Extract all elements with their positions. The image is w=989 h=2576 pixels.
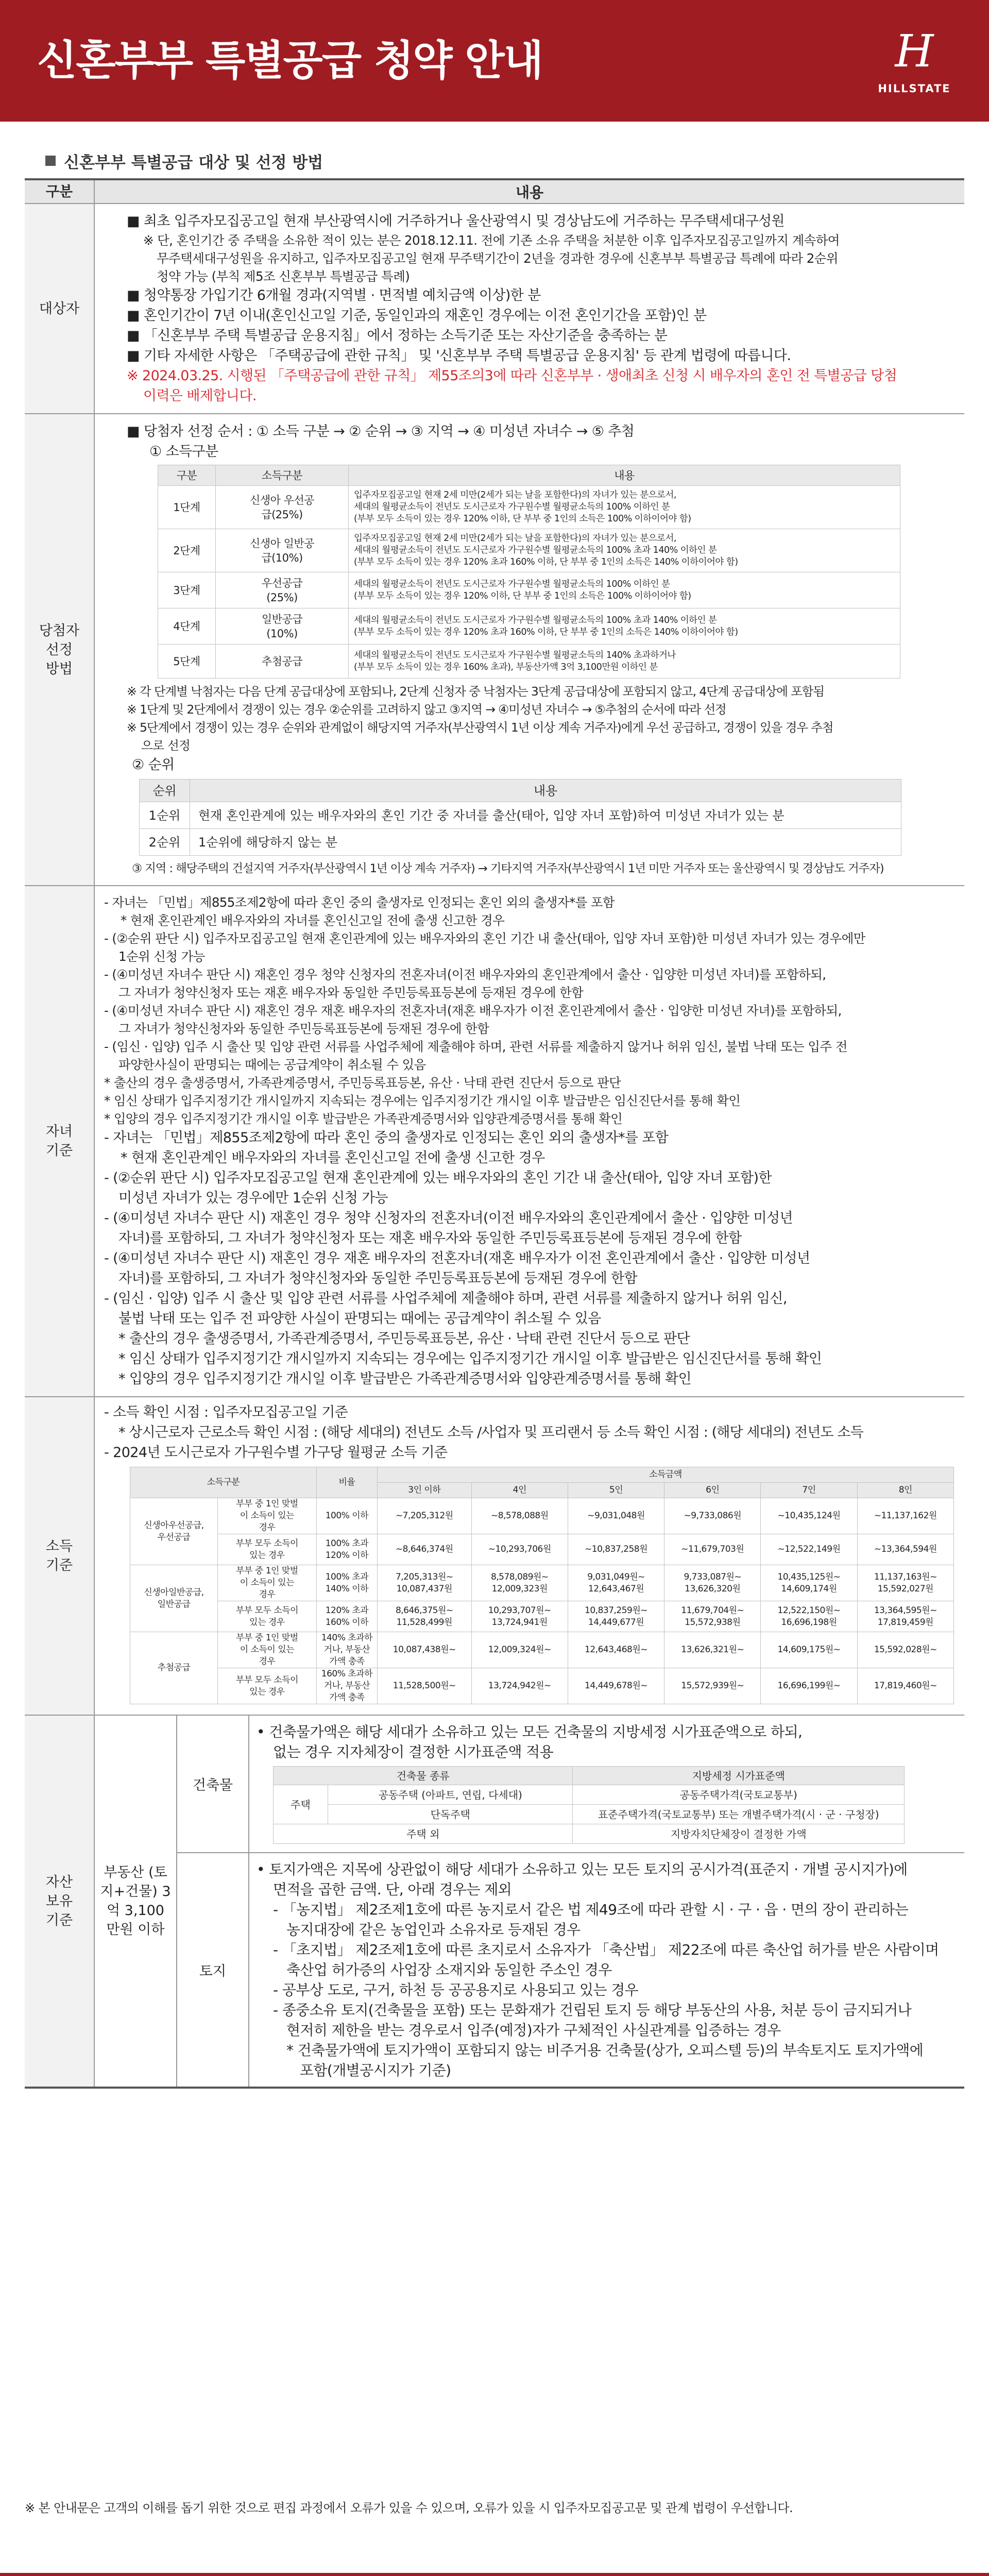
value-cell: 15,572,939원~ bbox=[664, 1668, 761, 1704]
children-line: - (②순위 판단 시) 입주자모집공고일 현재 혼인관계에 있는 배우자와의 혼인 기간 내 출산(태아, 입양 자녀 포함)한 bbox=[104, 1170, 772, 1186]
land-content bbox=[249, 1853, 964, 2087]
land-block bbox=[177, 1853, 964, 2087]
children-line: * 입양의 경우 입주지정기간 개시일 이후 발급받은 가족관계증명서와 입양관계증명서를 통해 확인 bbox=[118, 1371, 692, 1387]
header-banner bbox=[0, 0, 989, 122]
sub-cell: 부부 모두 소득이 있는 경우 bbox=[218, 1601, 317, 1632]
children-line: 그 자녀가 청약신청자 또는 재혼 배우자와 동일한 주민등록표등본에 등재된 경우에 한함 bbox=[118, 985, 584, 1000]
children-line: * 현재 혼인관계인 배우자와의 자녀를 혼인신고일 전에 출생 신고한 경우 bbox=[121, 1150, 545, 1166]
region-rule: ③ 지역 : 해당주택의 건설지역 거주자(부산광역시 1년 이상 계속 거주자) → 기타지역 거주자(부산광역시 1년 미만 거주자 또는 울산광역시 및 경상남도 거주자) bbox=[132, 862, 884, 875]
section-title: 신혼부부 특별공급 대상 및 선정 방법 bbox=[45, 149, 964, 172]
sub-cell: 부부 중 1인 맞벌이 소득이 있는 경우 bbox=[218, 1498, 317, 1534]
sub-cell: 부부 모두 소득이 있는 경우 bbox=[218, 1534, 317, 1565]
col-header: 내용 bbox=[349, 465, 900, 486]
land-line: - 「농지법」 제2조제1호에 따른 농지로서 같은 법 제49조에 따라 관할 시 · 구 · 읍 · 면의 장이 관리하는 bbox=[273, 1901, 909, 1918]
table-row bbox=[158, 486, 900, 529]
col-header: 5인 bbox=[568, 1483, 664, 1498]
realestate-limit: 부동산 (토지+건물) 3억 3,100 만원 이하 bbox=[95, 1716, 177, 2087]
ratio-cell: 140% 초과하거나, 부동산가액 충족 bbox=[316, 1632, 377, 1668]
value-cell: 14,609,175원~ bbox=[761, 1632, 857, 1668]
hillstate-logo bbox=[876, 27, 953, 95]
value-cell: ~10,837,258원 bbox=[568, 1534, 664, 1565]
children-label: 자녀 기준 bbox=[25, 886, 95, 1396]
eligibility-warning: ※ 2024.03.25. 시행된 「주택공급에 관한 규칙」 제55조의3에 따라 신혼부부 · 생애최초 신청 시 배우자의 혼인 전 특별공급 당첨 bbox=[127, 368, 897, 384]
table-row bbox=[274, 1805, 905, 1824]
value-cell: ~10,435,124원 bbox=[761, 1498, 857, 1534]
value-cell: 12,643,468원~ bbox=[568, 1632, 664, 1668]
children-line: * 임신 상태가 입주지정기간 개시일까지 지속되는 경우에는 입주지정기간 개시일 이후 발급받은 임신진단서를 통해 확인 bbox=[104, 1093, 741, 1108]
value-cell: ~8,578,088원 bbox=[471, 1498, 568, 1534]
col-header: 소득구분 bbox=[216, 465, 349, 486]
children-line: 미성년 자녀가 있는 경우에만 1순위 신청 가능 bbox=[118, 1190, 388, 1206]
value-cell: ~7,205,312원 bbox=[377, 1498, 471, 1534]
children-line: - (④미성년 자녀수 판단 시) 재혼인 경우 청약 신청자의 전혼자녀(이전 배우자와의 혼인관계에서 출산 · 입양한 미성년 자녀)를 포함하되, bbox=[104, 967, 826, 982]
value-cell: 13,364,595원~ 17,819,459원 bbox=[857, 1601, 953, 1632]
group-cell: 추첨공급 bbox=[130, 1632, 218, 1704]
children-line: * 출산의 경우 출생증명서, 가족관계증명서, 주민등록표등본, 유산 · 낙태 관련 진단서 등으로 판단 bbox=[118, 1331, 690, 1347]
income-tier-table bbox=[158, 465, 900, 679]
tier-cell: 4단계 bbox=[158, 608, 216, 645]
table-row bbox=[158, 572, 900, 608]
assets-row bbox=[25, 1716, 964, 2089]
col-header: 6인 bbox=[664, 1483, 761, 1498]
land-line: 면적을 곱한 금액. 단, 아래 경우는 제외 bbox=[273, 1881, 512, 1898]
eligibility-row bbox=[25, 204, 964, 414]
income-content bbox=[95, 1397, 964, 1715]
eligibility-line: ■ 혼인기간이 7년 이내(혼인신고일 기준, 동일인과의 재혼인 경우에는 이전 혼인기간을 포함)인 분 bbox=[127, 308, 707, 324]
building-line: • 건축물가액은 해당 세대가 소유하고 있는 모든 건축물의 지방세정 시가표준액으로 하되, bbox=[257, 1723, 803, 1740]
ratio-cell: 100% 이하 bbox=[316, 1498, 377, 1534]
table-row bbox=[140, 829, 901, 856]
children-line: - (④미성년 자녀수 판단 시) 재혼인 경우 청약 신청자의 전혼자녀(이전 배우자와의 혼인관계에서 출산 · 입양한 미성년 bbox=[104, 1210, 793, 1226]
children-content bbox=[95, 886, 964, 1396]
col-header: 구분 bbox=[158, 465, 216, 486]
col-header: 내용 bbox=[190, 779, 901, 802]
eligibility-line: ※ 단, 혼인기간 중 주택을 소유한 적이 있는 분은 2018.12.11. 전에 기존 소유 주택을 처분한 이후 입주자모집공고일까지 계속하여 bbox=[143, 233, 840, 248]
children-line: * 입양의 경우 입주지정기간 개시일 이후 발급받은 가족관계증명서와 입양관계증명서를 통해 확인 bbox=[104, 1111, 623, 1126]
type-cell: 추첨공급 bbox=[216, 645, 349, 679]
income-label: 소득 기준 bbox=[25, 1397, 95, 1715]
building-line: 없는 경우 지자체장이 결정한 시가표준액 적용 bbox=[273, 1743, 554, 1760]
std-cell: 지방자치단체장이 결정한 가액 bbox=[573, 1824, 905, 1844]
table-row bbox=[130, 1632, 954, 1668]
table-row bbox=[130, 1498, 954, 1534]
income-row bbox=[25, 1397, 964, 1716]
desc-cell: 세대의 월평균소득이 전년도 도시근로자 가구원수별 월평균소득의 100% 초과 140% 이하인 분 (부부 모두 소득이 있는 경우 120% 초과 160% 이하, 단 부부 중 1인의 소득은 140% 이하이어야 함) bbox=[349, 608, 900, 645]
tier-cell: 3단계 bbox=[158, 572, 216, 608]
type-cell: 우선공급 (25%) bbox=[216, 572, 349, 608]
value-cell: 12,522,150원~ 16,696,198원 bbox=[761, 1601, 857, 1632]
value-cell: 8,646,375원~ 11,528,499원 bbox=[377, 1601, 471, 1632]
value-cell: 10,435,125원~ 14,609,174원 bbox=[761, 1565, 857, 1601]
children-line: - (④미성년 자녀수 판단 시) 재혼인 경우 재혼 배우자의 전혼자녀(재혼 배우자가 이전 혼인관계에서 출산 · 입양한 미성년 자녀)를 포함하되, bbox=[104, 1003, 842, 1018]
selection-note: 으로 선정 bbox=[141, 738, 191, 753]
eligibility-line: ■ 최초 입주자모집공고일 현재 부산광역시에 거주하거나 울산광역시 및 경상남도에 거주하는 무주택세대구성원 bbox=[127, 213, 785, 229]
value-cell: ~10,293,706원 bbox=[471, 1534, 568, 1565]
col-header: 8인 bbox=[857, 1483, 953, 1498]
col-header: 지방세정 시가표준액 bbox=[573, 1767, 905, 1785]
type-cell: 단독주택 bbox=[328, 1805, 573, 1824]
children-row bbox=[25, 886, 964, 1397]
land-line: 포함(개별공시지가 기준) bbox=[300, 2062, 451, 2079]
tier-cell: 2단계 bbox=[158, 529, 216, 572]
selection-label: 당첨자 선정 방법 bbox=[25, 414, 95, 885]
rank-desc: 1순위에 해당하지 않는 분 bbox=[190, 829, 901, 856]
children-line: 자녀)를 포함하되, 그 자녀가 청약신청자 또는 재혼 배우자와 동일한 주민등록표등본에 등재된 경우에 한함 bbox=[118, 1230, 742, 1246]
land-line: 농지대장에 같은 농업인과 소유자로 등재된 경우 bbox=[286, 1921, 581, 1938]
land-line: * 건축물가액에 토지가액이 포함되지 않는 비주거용 건축물(상가, 오피스텔 등)의 부속토지도 토지가액에 bbox=[286, 2042, 924, 2059]
desc-cell: 세대의 월평균소득이 전년도 도시근로자 가구원수별 월평균소득의 140% 초과하거나 (부부 모두 소득이 있는 경우 160% 초과), 부동산가액 3억 3,100만원 이하인 분 bbox=[349, 645, 900, 679]
value-cell: 11,137,163원~ 15,592,027원 bbox=[857, 1565, 953, 1601]
col-header: 7인 bbox=[761, 1483, 857, 1498]
children-line: 파양한사실이 판명되는 때에는 공급계약이 취소될 수 있음 bbox=[118, 1057, 426, 1072]
children-line: - (②순위 판단 시) 입주자모집공고일 현재 혼인관계에 있는 배우자와의 혼인 기간 내 출산(태아, 입양 자녀 포함)한 미성년 자녀가 있는 경우에만 bbox=[104, 931, 865, 946]
desc-cell: 입주자모집공고일 현재 2세 미만(2세가 되는 날을 포함한다)의 자녀가 있는 분으로서, 세대의 월평균소득이 전년도 도시근로자 가구원수별 월평균소득의 100% 초과 140% 이하인 분 (부부 모두 소득이 있는 경우 120% 초과 160% 이하, 단 부부 중 1인의 소득은 140% 이하이어야 함) bbox=[349, 529, 900, 572]
value-cell: 16,696,199원~ bbox=[761, 1668, 857, 1704]
value-cell: 10,087,438원~ bbox=[377, 1632, 471, 1668]
income-line: - 소득 확인 시점 : 입주자모집공고일 기준 bbox=[104, 1404, 348, 1420]
children-line: - (임신 · 입양) 입주 시 출산 및 입양 관련 서류를 사업주체에 제출해야 하며, 관련 서류를 제출하지 않거나 허위 임신, 불법 낙태 또는 입주 전 bbox=[104, 1039, 847, 1054]
eligibility-line: ■ 「신혼부부 주택 특별공급 운용지침」에서 정하는 소득기준 또는 자산기준을 충족하는 분 bbox=[127, 328, 668, 344]
logo-mark-icon: H bbox=[895, 26, 934, 77]
value-cell: 9,733,087원~ 13,626,320원 bbox=[664, 1565, 761, 1601]
value-cell: 17,819,460원~ bbox=[857, 1668, 953, 1704]
table-header-row bbox=[140, 779, 901, 802]
sub-cell: 부부 중 1인 맞벌이 소득이 있는 경우 bbox=[218, 1565, 317, 1601]
assets-label: 자산 보유 기준 bbox=[25, 1716, 95, 2087]
ratio-cell: 120% 초과 160% 이하 bbox=[316, 1601, 377, 1632]
rank-cell: 2순위 bbox=[140, 829, 190, 856]
page-title: 신혼부부 특별공급 청약 안내 bbox=[37, 37, 542, 84]
value-cell: 10,293,707원~ 13,724,941원 bbox=[471, 1601, 568, 1632]
children-line: 불법 낙태 또는 입주 전 파양한 사실이 판명되는 때에는 공급계약이 취소될 수 있음 bbox=[118, 1311, 601, 1327]
value-cell: 7,205,313원~ 10,087,437원 bbox=[377, 1565, 471, 1601]
value-cell: ~9,031,048원 bbox=[568, 1498, 664, 1534]
building-label: 건축물 bbox=[177, 1716, 249, 1852]
col-header: 비율 bbox=[316, 1467, 377, 1498]
std-cell: 공동주택가격(국토교통부) bbox=[573, 1785, 905, 1805]
desc-cell: 입주자모집공고일 현재 2세 미만(2세가 되는 날을 포함한다)의 자녀가 있는 분으로서, 세대의 월평균소득이 전년도 도시근로자 가구원수별 월평균소득의 100% 이하인 분 (부부 모두 소득이 있는 경우 120% 이하, 단 부부 중 1인의 소득은 100% 이하이어야 함) bbox=[349, 486, 900, 529]
value-cell: ~11,137,162원 bbox=[857, 1498, 953, 1534]
rank-table bbox=[139, 779, 901, 856]
type-cell: 공동주택 (아파트, 연립, 다세대) bbox=[328, 1785, 573, 1805]
table-row bbox=[274, 1824, 905, 1844]
building-content bbox=[249, 1716, 964, 1852]
table-row bbox=[158, 608, 900, 645]
value-cell: ~13,364,594원 bbox=[857, 1534, 953, 1565]
table-header bbox=[25, 178, 964, 204]
children-line: 자녀)를 포함하되, 그 자녀가 청약신청자와 동일한 주민등록표등본에 등재된 경우에 한함 bbox=[118, 1270, 638, 1286]
selection-row bbox=[25, 414, 964, 886]
logo-name: HILLSTATE bbox=[878, 82, 951, 95]
children-line: * 현재 혼인관계인 배우자와의 자녀를 혼인신고일 전에 출생 신고한 경우 bbox=[121, 913, 505, 928]
col-header: 소득구분 bbox=[130, 1467, 317, 1498]
desc-cell: 세대의 월평균소득이 전년도 도시근로자 가구원수별 월평균소득의 100% 이하인 분 (부부 모두 소득이 있는 경우 120% 이하, 단 부부 중 1인의 소득은 100% 이하이어야 함) bbox=[349, 572, 900, 608]
type-cell: 일반공급 (10%) bbox=[216, 608, 349, 645]
table-header-row bbox=[130, 1467, 954, 1483]
header-content: 내용 bbox=[515, 184, 544, 201]
land-line: - 「초지법」 제2조제1호에 따른 초지로서 소유자가 「축산법」 제22조에 따른 축산업 허가를 받은 사람이며 bbox=[273, 1941, 939, 1958]
eligibility-line: 청약 가능 (부칙 제5조 신혼부부 특별공급 특례) bbox=[157, 269, 410, 284]
sub-cell: 부부 중 1인 맞벌이 소득이 있는 경우 bbox=[218, 1632, 317, 1668]
rank-cell: 1순위 bbox=[140, 802, 190, 829]
content bbox=[25, 149, 964, 2089]
table-row bbox=[158, 529, 900, 572]
land-line: • 토지가액은 지목에 상관없이 해당 세대가 소유하고 있는 모든 토지의 공시가격(표준지 · 개별 공시지가)에 bbox=[257, 1861, 908, 1878]
type-cell: 주택 외 bbox=[274, 1824, 573, 1844]
type-cell: 신생아 우선공급(25%) bbox=[216, 486, 349, 529]
table-row bbox=[130, 1668, 954, 1704]
value-cell: 8,578,089원~ 12,009,323원 bbox=[471, 1565, 568, 1601]
table-row bbox=[274, 1785, 905, 1805]
selection-note: ※ 1단계 및 2단계에서 경쟁이 있는 경우 ②순위를 고려하지 않고 ③지역 → ④미성년 자녀수 → ⑤추첨의 순서에 따라 선정 bbox=[127, 702, 726, 717]
tier-cell: 5단계 bbox=[158, 645, 216, 679]
value-cell: 12,009,324원~ bbox=[471, 1632, 568, 1668]
income-line: - 2024년 도시근로자 가구원수별 가구당 월평균 소득 기준 bbox=[104, 1445, 448, 1461]
table-row bbox=[130, 1565, 954, 1601]
col-header: 3인 이하 bbox=[377, 1483, 471, 1498]
land-line: - 종중소유 토지(건축물을 포함) 또는 문화재가 건립된 토지 등 해당 부동산의 사용, 처분 등이 금지되거나 bbox=[273, 2002, 912, 2019]
building-block bbox=[177, 1716, 964, 1853]
children-line: - 자녀는 「민법」제855조제2항에 따라 혼인 중의 출생자로 인정되는 혼인 외의 출생자*를 포함 bbox=[104, 1130, 669, 1146]
rank-title: ② 순위 bbox=[132, 757, 175, 773]
children-line: - (④미성년 자녀수 판단 시) 재혼인 경우 재혼 배우자의 전혼자녀(재혼 배우자가 이전 혼인관계에서 출산 · 입양한 미성년 bbox=[104, 1250, 810, 1266]
table-row bbox=[130, 1534, 954, 1565]
sub-cell: 부부 모두 소득이 있는 경우 bbox=[218, 1668, 317, 1704]
value-cell: 11,528,500원~ bbox=[377, 1668, 471, 1704]
selection-content bbox=[95, 414, 964, 885]
value-cell: 13,626,321원~ bbox=[664, 1632, 761, 1668]
selection-note: ※ 5단계에서 경쟁이 있는 경우 순위와 관계없이 해당지역 거주자(부산광역시 1년 이상 계속 거주자)에게 우선 공급하고, 경쟁이 있을 경우 추첨 bbox=[127, 720, 833, 735]
income-line: * 상시근로자 근로소득 확인 시점 : (해당 세대의) 전년도 소득 /사업자 및 프리랜서 등 소득 확인 시점 : (해당 세대의) 전년도 소득 bbox=[118, 1425, 863, 1440]
children-line: - 자녀는 「민법」제855조제2항에 따라 혼인 중의 출생자로 인정되는 혼인 외의 출생자*를 포함 bbox=[104, 895, 615, 910]
eligibility-line: ■ 청약통장 가입기간 6개월 경과(지역별 · 면적별 예치금액 이상)한 분 bbox=[127, 287, 541, 303]
ratio-cell: 160% 초과하거나, 부동산가액 충족 bbox=[316, 1668, 377, 1704]
value-cell: ~12,522,149원 bbox=[761, 1534, 857, 1565]
value-cell: 13,724,942원~ bbox=[471, 1668, 568, 1704]
land-label: 토지 bbox=[177, 1853, 249, 2087]
children-line: 그 자녀가 청약신청자와 동일한 주민등록표등본에 등재된 경우에 한함 bbox=[118, 1021, 489, 1036]
col-header: 소득금액 bbox=[377, 1467, 953, 1483]
selection-order: ■ 당첨자 선정 순서 : ① 소득 구분 → ② 순위 → ③ 지역 → ④ 미성년 자녀수 → ⑤ 추첨 bbox=[127, 423, 635, 439]
col-header: 건축물 종류 bbox=[274, 1767, 573, 1785]
income-table bbox=[130, 1467, 954, 1704]
value-cell: ~8,646,374원 bbox=[377, 1534, 471, 1565]
table-row bbox=[130, 1601, 954, 1632]
land-line: 현저히 제한을 받는 경우로서 입주(예정)자가 구체적인 사실관계를 입증하는 경우 bbox=[286, 2022, 781, 2039]
land-line: 축산업 허가증의 사업장 소재지와 동일한 주소인 경우 bbox=[286, 1961, 612, 1978]
table-row bbox=[140, 802, 901, 829]
value-cell: ~11,679,703원 bbox=[664, 1534, 761, 1565]
income-tier-title: ① 소득구분 bbox=[149, 444, 218, 460]
group-cell: 신생아우선공급, 우선공급 bbox=[130, 1498, 218, 1565]
table-header-row bbox=[158, 465, 900, 486]
value-cell: 9,031,049원~ 12,643,467원 bbox=[568, 1565, 664, 1601]
group-cell: 신생아일반공급, 일반공급 bbox=[130, 1565, 218, 1632]
children-line: - (임신 · 입양) 입주 시 출산 및 입양 관련 서류를 사업주체에 제출해야 하며, 관련 서류를 제출하지 않거나 허위 임신, bbox=[104, 1291, 787, 1307]
eligibility-warning: 이력은 배제합니다. bbox=[143, 388, 257, 404]
tier-cell: 1단계 bbox=[158, 486, 216, 529]
land-line: - 공부상 도로, 구거, 하천 등 공공용지로 사용되고 있는 경우 bbox=[273, 1981, 639, 1998]
value-cell: 14,449,678원~ bbox=[568, 1668, 664, 1704]
value-cell: 11,679,704원~ 15,572,938원 bbox=[664, 1601, 761, 1632]
children-line: * 임신 상태가 입주지정기간 개시일까지 지속되는 경우에는 입주지정기간 개시일 이후 발급받은 임신진단서를 통해 확인 bbox=[118, 1351, 822, 1367]
type-cell: 주택 bbox=[274, 1785, 328, 1824]
building-table bbox=[273, 1766, 905, 1844]
disclaimer-footnote: ※ 본 안내문은 고객의 이해를 돕기 위한 것으로 편집 과정에서 오류가 있을 수 있으며, 오류가 있을 시 입주자모집공고문 및 관계 법령이 우선합니다. bbox=[25, 2501, 793, 2515]
eligibility-content bbox=[95, 204, 964, 413]
ratio-cell: 100% 초과 140% 이하 bbox=[316, 1565, 377, 1601]
footer-bar bbox=[0, 2573, 989, 2576]
children-line: 1순위 신청 가능 bbox=[118, 949, 205, 964]
eligibility-label: 대상자 bbox=[25, 204, 95, 413]
col-header: 4인 bbox=[471, 1483, 568, 1498]
eligibility-line: 무주택세대구성원을 유지하고, 입주자모집공고일 현재 무주택기간이 2년을 경과한 경우에 신혼부부 특별공급 특례에 따라 2순위 bbox=[157, 251, 838, 266]
table-row bbox=[158, 645, 900, 679]
col-header: 순위 bbox=[140, 779, 190, 802]
children-line: * 출산의 경우 출생증명서, 가족관계증명서, 주민등록표등본, 유산 · 낙태 관련 진단서 등으로 판단 bbox=[104, 1075, 621, 1090]
square-bullet-icon bbox=[45, 156, 56, 166]
rank-desc: 현재 혼인관계에 있는 배우자와의 혼인 기간 중 자녀를 출산(태아, 입양 자녀 포함)하여 미성년 자녀가 있는 분 bbox=[190, 802, 901, 829]
header-category: 구분 bbox=[25, 180, 95, 203]
eligibility-line: ■ 기타 자세한 사항은 「주택공급에 관한 규칙」 및 '신혼부부 주택 특별공급 운용지침' 등 관계 법령에 따릅니다. bbox=[127, 348, 791, 364]
value-cell: 15,592,028원~ bbox=[857, 1632, 953, 1668]
type-cell: 신생아 일반공급(10%) bbox=[216, 529, 349, 572]
selection-note: ※ 각 단계별 낙첨자는 다음 단계 공급대상에 포함되나, 2단계 신청자 중 낙첨자는 3단계 공급대상에 포함되지 않고, 4단계 공급대상에 포함됨 bbox=[127, 684, 824, 699]
value-cell: 10,837,259원~ 14,449,677원 bbox=[568, 1601, 664, 1632]
value-cell: ~9,733,086원 bbox=[664, 1498, 761, 1534]
ratio-cell: 100% 초과 120% 이하 bbox=[316, 1534, 377, 1565]
std-cell: 표준주택가격(국토교통부) 또는 개별주택가격(시 · 군 · 구청장) bbox=[573, 1805, 905, 1824]
table-header-row bbox=[274, 1767, 905, 1785]
assets-content bbox=[177, 1716, 964, 2087]
